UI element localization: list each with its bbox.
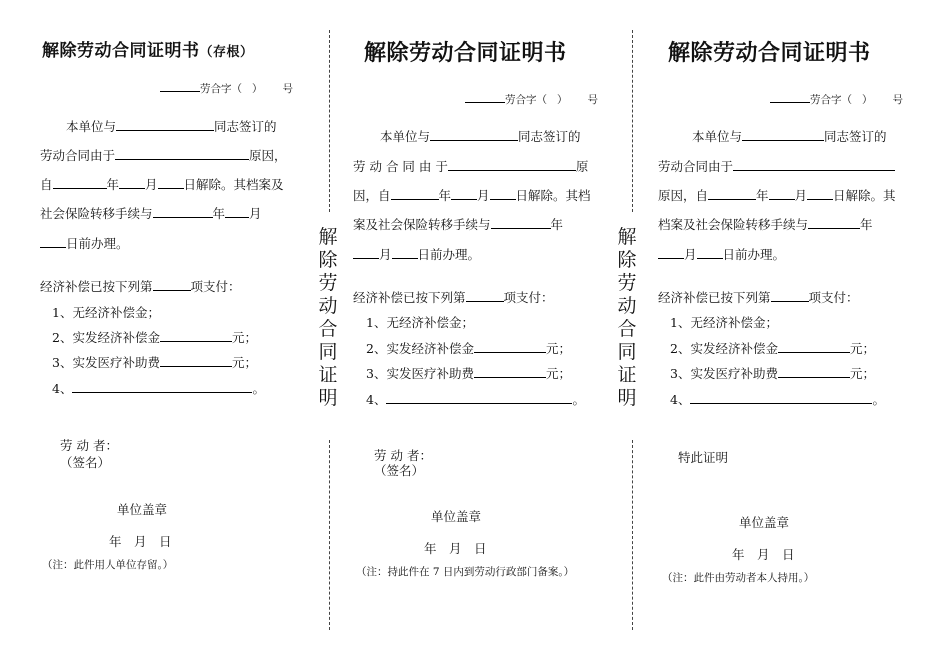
text: 3、实发医疗补助费: [52, 355, 160, 370]
stub-note: （注：此件用人单位存留。）: [42, 559, 174, 571]
copy3-p5: [658, 246, 785, 263]
copy2-item1: 1、无经济补偿金；: [366, 315, 474, 330]
text: 月: [249, 206, 262, 221]
text: 项支付：: [190, 279, 241, 294]
text: 日解除。其档: [515, 188, 591, 203]
blank: [392, 247, 418, 259]
blank: [116, 119, 214, 131]
text: 4、: [670, 392, 691, 407]
copy3-item1: 1、无经济补偿金；: [670, 315, 778, 330]
blank: [778, 341, 850, 353]
text: 3、实发医疗补助费: [366, 366, 474, 381]
blank: [658, 247, 684, 259]
text: 项支付：: [808, 290, 859, 305]
text: 本单位与: [692, 129, 743, 144]
copy3-item4: [670, 391, 885, 408]
char: 动: [318, 295, 338, 317]
text: 劳 动 合 同 由 于: [353, 159, 448, 174]
blank: [115, 148, 249, 160]
blank: [430, 129, 518, 141]
blank: [72, 381, 252, 393]
blank: [386, 392, 572, 404]
copy2-comp: [353, 289, 554, 306]
blank: [733, 159, 895, 171]
text: 年: [438, 188, 452, 203]
text: 年: [550, 217, 564, 232]
blank: [491, 217, 551, 229]
blank: [742, 129, 824, 141]
stub-item4: [52, 380, 265, 397]
blank: [225, 206, 249, 218]
blank: [769, 188, 795, 200]
copy2-p4: [353, 216, 563, 233]
dashed-cut-line: [632, 30, 633, 212]
copy3-p1: [692, 128, 887, 145]
stub-number-line: [160, 80, 293, 96]
text: 本单位与: [380, 129, 431, 144]
text: 2、实发经济补偿金: [670, 341, 778, 356]
copy3-title: 解除劳动合同证明书: [668, 41, 871, 66]
copy2-title: 解除劳动合同证明书: [364, 41, 567, 66]
copy2-seal: 单位盖章: [431, 509, 482, 524]
text: 2、实发经济补偿金: [52, 330, 160, 345]
text: 元；: [545, 366, 571, 381]
copy2-p2: [353, 158, 588, 175]
text: 日前办理。: [66, 236, 129, 251]
number-suffix: ）: [557, 94, 568, 106]
copy2-item3: [366, 365, 571, 382]
blank: [474, 366, 546, 378]
copy2-note: （注：持此件在 7 日内到劳动行政部门备案。）: [356, 566, 575, 578]
text: 元；: [231, 330, 257, 345]
number-end: 号: [892, 94, 904, 106]
dashed-cut-line: [329, 440, 330, 630]
copy2-number-line: [465, 91, 598, 107]
blank: [53, 177, 107, 189]
copy3-date: 年 月 日: [732, 547, 795, 562]
text: 月: [379, 247, 392, 262]
copy3-number-line: [770, 91, 903, 107]
stub-p5: [40, 235, 129, 252]
blank: [808, 217, 860, 229]
text: 原因，自: [658, 188, 709, 203]
char: 同: [617, 341, 637, 363]
char: 除: [617, 249, 637, 271]
text: 自: [40, 177, 53, 192]
blank: [807, 188, 833, 200]
divider-vertical-text-1: [317, 226, 339, 410]
blank: [153, 279, 191, 291]
stub-seal: 单位盖章: [117, 502, 168, 517]
number-end: 号: [587, 94, 599, 106]
blank: [466, 290, 504, 302]
text: 项支付：: [503, 290, 554, 305]
stub-p1: [66, 118, 277, 135]
blank: [697, 247, 723, 259]
text: 3、实发医疗补助费: [670, 366, 778, 381]
number-prefix: 劳合字（: [810, 94, 852, 106]
text: 同志签订的: [824, 129, 887, 144]
blank: [448, 159, 576, 171]
stub-p3: [40, 176, 284, 193]
blank: [353, 247, 379, 259]
stub-item3: [52, 354, 257, 371]
copy3-p4: [658, 216, 873, 233]
stub-title-text: 解除劳动合同证明书: [42, 41, 200, 61]
copy3-comp: [658, 289, 859, 306]
copy3-item2: [670, 340, 875, 357]
copy2-sign: （签名）: [374, 463, 425, 478]
blank: [778, 366, 850, 378]
blank: [451, 188, 477, 200]
copy2-p3: [353, 187, 591, 204]
text: 本单位与: [66, 119, 117, 134]
text: 档案及社会保险转移手续与: [658, 217, 809, 232]
stub-item2: [52, 329, 257, 346]
dashed-cut-line: [329, 30, 330, 212]
text: 劳动合同由于: [40, 148, 116, 163]
text: 年: [756, 188, 769, 203]
char: 合: [318, 318, 338, 340]
text: 月: [794, 188, 808, 203]
copy2-date: 年 月 日: [424, 541, 487, 556]
copy2-worker: 劳 动 者：: [374, 448, 432, 463]
text: 2、实发经济补偿金: [366, 341, 474, 356]
copy3-p2: [658, 158, 895, 175]
text: 月: [145, 177, 158, 192]
blank: [770, 91, 810, 103]
blank: [160, 355, 232, 367]
blank: [690, 392, 872, 404]
number-suffix: ）: [862, 94, 873, 106]
text: 日解除。其档案及: [183, 177, 284, 192]
stub-item1: 1、无经济补偿金；: [52, 305, 160, 320]
text: 同志签订的: [214, 119, 277, 134]
stub-sign: （签名）: [60, 455, 111, 470]
char: 动: [617, 295, 637, 317]
stub-p4: [40, 205, 262, 222]
copy3-item3: [670, 365, 875, 382]
number-prefix: 劳合字（: [505, 94, 547, 106]
text: 同志签订的: [518, 129, 581, 144]
copy2-item4: [366, 391, 585, 408]
text: 经济补偿已按下列第: [40, 279, 153, 294]
stub-worker: 劳 动 者：: [60, 438, 118, 453]
char: 劳: [318, 272, 338, 294]
number-prefix: 劳合字（: [200, 83, 242, 95]
stub-title: [42, 36, 254, 61]
text: 。: [872, 392, 885, 407]
stub-comp: [40, 278, 241, 295]
text: 日解除。其: [833, 188, 896, 203]
char: 合: [617, 318, 637, 340]
char: 证: [617, 364, 637, 386]
text: 4、: [52, 381, 73, 396]
text: 年: [212, 206, 226, 221]
char: 明: [318, 387, 338, 409]
text: 日前办理。: [417, 247, 481, 262]
dashed-cut-line: [632, 440, 633, 630]
text: 社会保险转移手续与: [40, 206, 153, 221]
copy3-p3: [658, 187, 896, 204]
char: 同: [318, 341, 338, 363]
text: 元；: [545, 341, 571, 356]
text: 年: [106, 177, 120, 192]
blank: [391, 188, 439, 200]
text: 因，自: [353, 188, 391, 203]
char: 明: [617, 387, 637, 409]
text: 经济补偿已按下列第: [353, 290, 466, 305]
blank: [474, 341, 546, 353]
blank: [771, 290, 809, 302]
char: 证: [318, 364, 338, 386]
text: 月: [477, 188, 490, 203]
text: 元；: [849, 366, 875, 381]
blank: [158, 177, 184, 189]
copy3-certify: 特此证明: [678, 450, 729, 465]
text: 案及社会保险转移手续与: [353, 217, 491, 232]
stub-title-suffix: （存根）: [199, 45, 254, 60]
blank: [153, 206, 213, 218]
copy2-p1: [380, 128, 581, 145]
blank: [708, 188, 756, 200]
copy2-item2: [366, 340, 571, 357]
text: 元；: [231, 355, 257, 370]
blank: [160, 330, 232, 342]
copy3-note: （注：此件由劳动者本人持用。）: [662, 572, 815, 584]
char: 劳: [617, 272, 637, 294]
number-end: 号: [282, 83, 294, 95]
text: 月: [684, 247, 697, 262]
copy3-seal: 单位盖章: [739, 515, 790, 530]
copy2-p5: [353, 246, 480, 263]
text: 日前办理。: [722, 247, 786, 262]
stub-date: 年 月 日: [109, 534, 172, 549]
text: 。: [252, 381, 265, 396]
text: 经济补偿已按下列第: [658, 290, 771, 305]
text: 劳动合同由于: [658, 159, 734, 174]
divider-vertical-text-2: [616, 226, 638, 410]
blank: [119, 177, 145, 189]
stub-p2: [40, 147, 287, 164]
blank: [160, 80, 200, 92]
text: 元；: [849, 341, 875, 356]
text: 。: [572, 392, 585, 407]
char: 解: [318, 226, 338, 248]
text: 原因，: [249, 148, 287, 163]
blank: [490, 188, 516, 200]
char: 解: [617, 226, 637, 248]
blank: [465, 91, 505, 103]
number-suffix: ）: [252, 83, 263, 95]
text: 年: [860, 217, 873, 232]
blank: [40, 236, 66, 248]
char: 除: [318, 249, 338, 271]
text: 4、: [366, 392, 387, 407]
text: 原: [575, 159, 589, 174]
